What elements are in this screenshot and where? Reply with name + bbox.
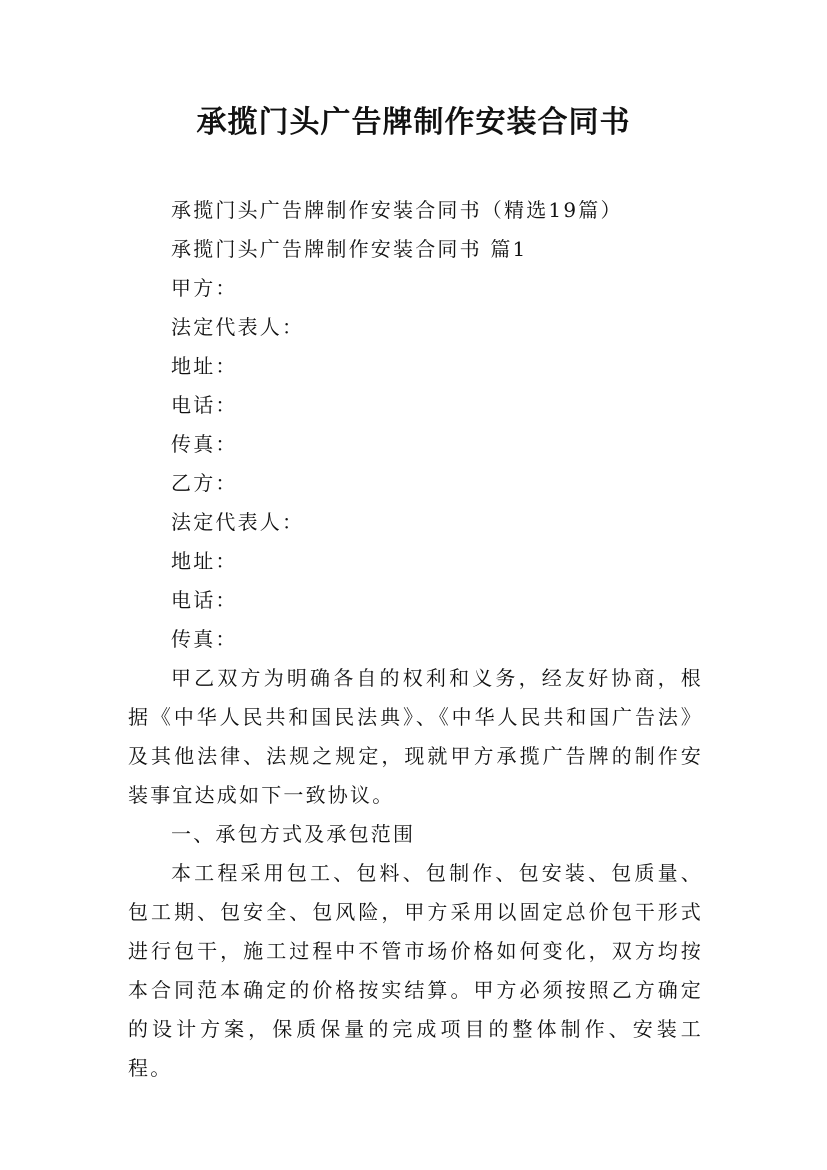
clause-1-heading: 一、承包方式及承包范围 xyxy=(171,822,416,846)
document-body xyxy=(128,191,703,1088)
party-b-fax: 传真： xyxy=(171,627,238,651)
party-b-phone: 电话： xyxy=(171,588,238,612)
document-title: 承揽门头广告牌制作安装合同书 xyxy=(196,105,631,140)
party-a-label: 甲方： xyxy=(171,276,238,300)
party-a-phone: 电话： xyxy=(171,393,238,417)
document-subtitle: 承揽门头广告牌制作安装合同书（精选19篇） xyxy=(171,198,623,222)
party-b-label: 乙方： xyxy=(171,471,238,495)
party-a-address: 地址： xyxy=(171,354,238,378)
party-a-legal-rep: 法定代表人： xyxy=(171,315,305,339)
party-b-address: 地址： xyxy=(171,549,238,573)
party-b-legal-rep: 法定代表人： xyxy=(171,510,305,534)
section-heading: 承揽门头广告牌制作安装合同书 篇1 xyxy=(171,237,528,261)
party-a-fax: 传真： xyxy=(171,432,238,456)
intro-paragraph: 甲乙双方为明确各自的权利和义务，经友好协商，根据《中华人民共和国民法典》、《中华人民共和国广告法》及其他法律、法规之规定，现就甲方承揽广告牌的制作安装事宜达成如下一致协议。 xyxy=(128,666,703,807)
clause-1-paragraph: 本工程采用包工、包料、包制作、包安装、包质量、包工期、包安全、包风险，甲方采用以固定总价包干形式进行包干，施工过程中不管市场价格如何变化，双方均按本合同范本确定的价格按实结算。甲方必须按照乙方确定的设计方案，保质保量的完成项目的整体制作、安装工程。 xyxy=(128,861,703,1080)
